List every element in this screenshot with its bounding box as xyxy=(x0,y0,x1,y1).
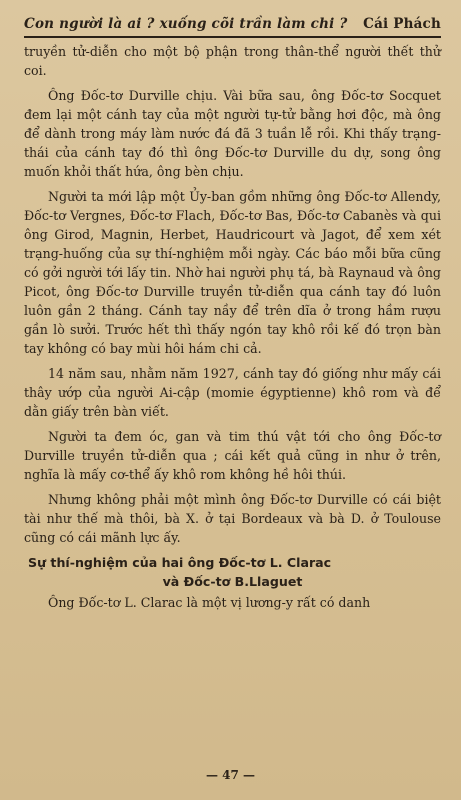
paragraph: 14 năm sau, nhằm năm 1927, cánh tay đó giống như mấy cái thây ướp của người Ai-cập (momie égyptienne) khô rom và để dằn giấy trên bàn viết. xyxy=(24,366,441,419)
page-number: — 47 — xyxy=(205,768,256,782)
section-heading xyxy=(24,553,441,591)
section-heading-line: và Đốc-tơ B.Llaguet xyxy=(162,574,303,589)
running-author: Cái Phách xyxy=(363,16,441,32)
running-header xyxy=(24,16,441,32)
paragraph: Người ta mới lập một Ủy-ban gồm những ông Đốc-tơ Allendy, Đốc-tơ Vergnes, Đốc-tơ Flach, Đốc-tơ Bas, Đốc-tơ Cabanès và qui ông Girod, Magnin, Herbet, Haudricourt và Jagot, để xem xét trạng-huống của sự thí-nghiệm mỗi ngày. Các báo mỗi bữa cũng có gởi người tới lấy tin. Nhờ hai người phụ tá, bà Raynaud và ông Picot, ông Đốc-tơ Durville truyền tử-diễn qua cánh tay đó luôn luôn gần 2 tháng. Cánh tay nầy để trên dĩa ở trong hầm rượu gần lò sưởi. Trước hết thì thấy ngón tay khô rồi kế đó trọn bàn tay không có bay mùi hôi hám chi cả. xyxy=(24,189,441,356)
paragraph: Ông Đốc-tơ L. Clarac là một vị lương-y rất có danh xyxy=(48,595,371,610)
header-rule xyxy=(24,36,441,38)
running-title: Con người là ai ? xuống cõi trần làm chi ? xyxy=(24,16,348,32)
paragraph: Ông Đốc-tơ Durville chịu. Vài bữa sau, ông Đốc-tơ Socquet đem lại một cánh tay của một người tự-tử bằng hơi độc, mà ông để dành trong máy làm nước đá đã 3 tuần lễ rồi. Khi thấy trạng-thái của cánh tay đó thì ông Đốc-tơ Durville du dự, song ông muốn khỏi thất hứa, ông bèn chịu. xyxy=(24,88,441,179)
page-body xyxy=(24,42,441,612)
paragraph: truyền tử-diễn cho một bộ phận trong thân-thể người thết thử coi. xyxy=(24,44,441,78)
paragraph: Người ta đem óc, gan và tim thú vật tới cho ông Đốc-tơ Durville truyền tử-diễn qua ; cái kết quả cũng in như ở trên, nghĩa là mấy cơ-thể ấy khô rom không hề hôi thúi. xyxy=(24,429,441,482)
paragraph: Nhưng không phải một mình ông Đốc-tơ Durville có cái biệt tài như thế mà thôi, bà X. ở tại Bordeaux và bà D. ở Toulouse cũng có cái mãnh lực ấy. xyxy=(24,492,441,545)
section-heading-line: Sự thí-nghiệm của hai ông Đốc-tơ L. Clarac xyxy=(28,555,332,570)
